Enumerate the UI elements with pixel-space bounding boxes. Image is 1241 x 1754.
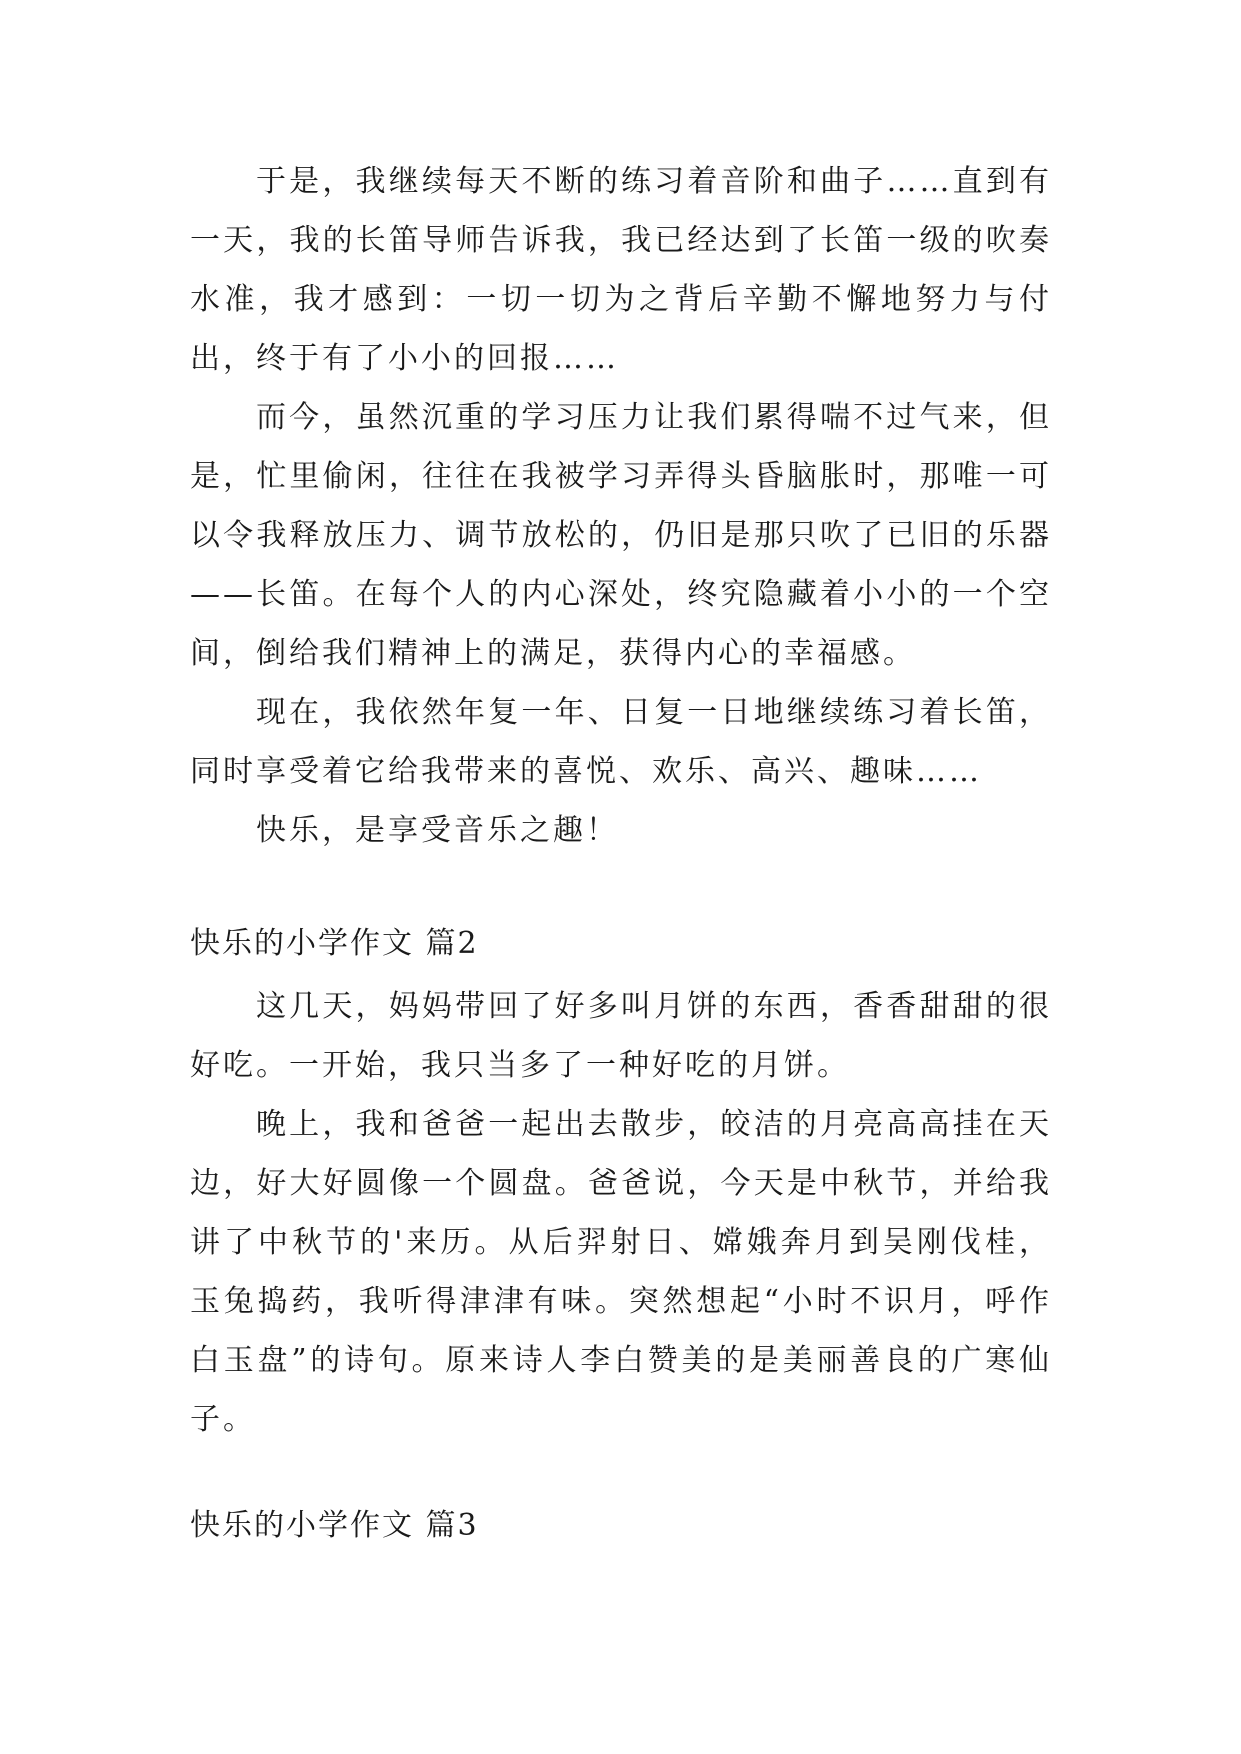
paragraph: 而今，虽然沉重的学习压力让我们累得喘不过气来，但是，忙里偷闲，往往在我被学习弄得头昏脑胀时，那唯一可以令我释放压力、调节放松的，仍旧是那只吹了已旧的乐器——长笛。在每个人的内心深处，终究隐藏着小小的一个空间，倒给我们精神上的满足，获得内心的幸福感。 bbox=[190, 400, 1052, 671]
paragraph: 现在，我依然年复一年、日复一日地继续练习着长笛，同时享受着它给我带来的喜悦、欢乐、高兴、趣味…… bbox=[190, 695, 1052, 789]
essay-3-heading: 快乐的小学作文 篇3 bbox=[190, 1508, 479, 1543]
paragraph: 晚上，我和爸爸一起出去散步，皎洁的月亮高高挂在天边，好大好圆像一个圆盘。爸爸说，今天是中秋节，并给我讲了中秋节的'来历。从后羿射日、嫦娥奔月到吴刚伐桂，玉兔捣药，我听得津津有味。突然想起“小时不识月，呼作白玉盘”的诗句。原来诗人李白赞美的是美丽善良的广寒仙子。 bbox=[190, 1107, 1052, 1437]
paragraph: 这几天，妈妈带回了好多叫月饼的东西，香香甜甜的很好吃。一开始，我只当多了一种好吃的月饼。 bbox=[190, 989, 1052, 1083]
essay-2-body bbox=[190, 977, 1052, 1449]
paragraph: 快乐，是享受音乐之趣！ bbox=[256, 813, 619, 848]
essay-1-body bbox=[190, 152, 1052, 860]
essay-2-heading: 快乐的小学作文 篇2 bbox=[190, 926, 479, 961]
paragraph: 于是，我继续每天不断的练习着音阶和曲子……直到有一天，我的长笛导师告诉我，我已经达到了长笛一级的吹奏水准，我才感到：一切一切为之背后辛勤不懈地努力与付出，终于有了小小的回报…… bbox=[190, 164, 1052, 376]
